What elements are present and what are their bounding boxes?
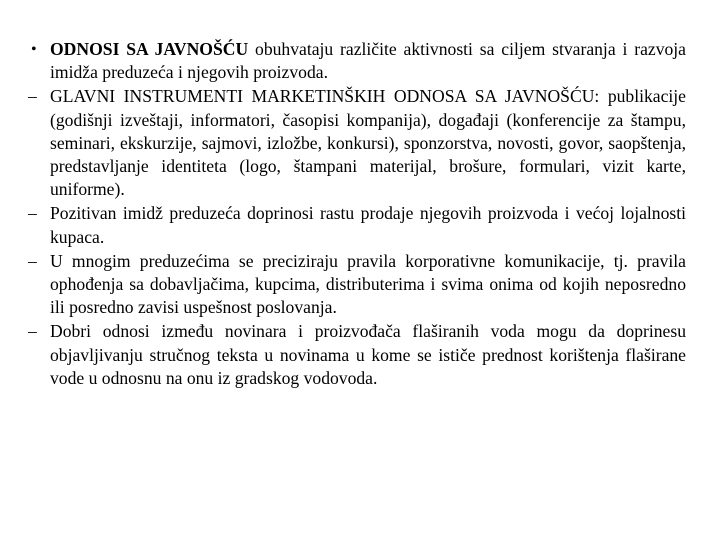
item-text: obuhvataju različite aktivnosti sa ciljem stvaranja i razvoja imidža preduzeća i njegovih proizvoda. bbox=[50, 39, 686, 83]
dash-marker: – bbox=[28, 203, 37, 224]
dash-marker: – bbox=[28, 250, 37, 271]
item-text: U mnogim preduzećima se preciziraju pravila korporativne komunikacije, tj. pravila ophođenja sa dobavljačima, kupcima, distributerima i svima onima od kojih neposredno ili posredno zavisi uspešnost poslovanja. bbox=[50, 250, 686, 318]
bullet-item-public-relations bbox=[28, 38, 686, 84]
subitem-main-instruments bbox=[28, 85, 686, 201]
dash-marker: – bbox=[28, 86, 37, 107]
item-text: Dobri odnosi između novinara i proizvođača flaširanih voda mogu da doprinesu objavljivanju stručnog teksta u novinama u kome se ističe prednost korištenja flaširane vode u odnosnu na onu iz gradskog vodovoda. bbox=[50, 321, 686, 388]
dash-marker: – bbox=[28, 321, 37, 342]
subitem-journalist-relations bbox=[28, 320, 686, 390]
bullet-marker: • bbox=[31, 41, 37, 58]
subitem-corporate-communication bbox=[28, 250, 686, 320]
item-lead-text: ODNOSI SA JAVNOŠĆU bbox=[50, 39, 249, 59]
item-text: Pozitivan imidž preduzeća doprinosi rastu prodaje njegovih proizvoda i većoj lojalnosti kupaca. bbox=[50, 203, 686, 247]
subitem-positive-image bbox=[28, 202, 686, 248]
item-text: GLAVNI INSTRUMENTI MARKETINŠKIH ODNOSA SA JAVNOŠĆU: publikacije (godišnji izveštaji, informatori, časopisi kompanija), događaji (konferencije za štampu, seminari, ekskurzije, sajmovi, izložbe, konkursi), sponzorstva, novosti, govor, saopštenja, predstavljanje identiteta (logo, štampani materijal, brošure, formulari, vizit karte, uniforme). bbox=[50, 86, 686, 200]
